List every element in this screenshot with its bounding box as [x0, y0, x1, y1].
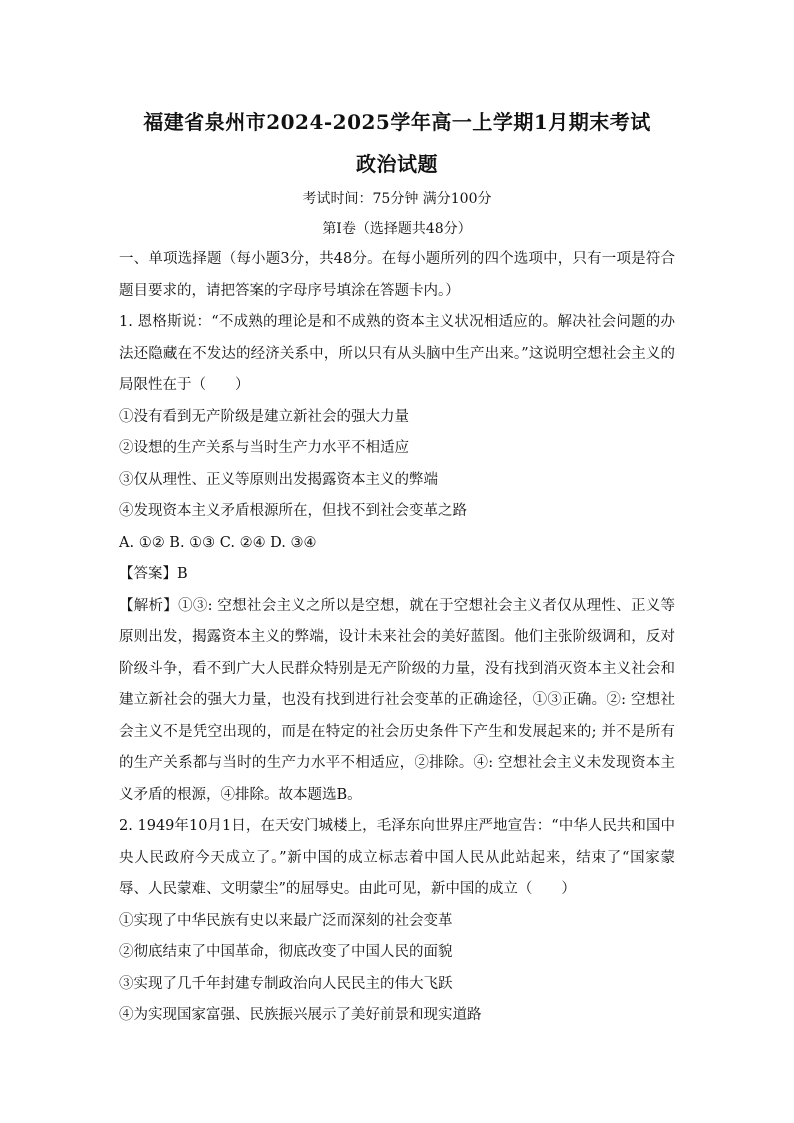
question-1-option-3: ③仅从理性、正义等原则出发揭露资本主义的弊端 [119, 471, 438, 488]
question-2-option-4: ④为实现国家富强、民族振兴展示了美好前景和现实道路 [119, 1007, 482, 1023]
question-2-option-1: ①实现了中华民族有史以来最广泛而深刻的社会变革 [119, 912, 453, 929]
question-1-option-1: ①没有看到无产阶级是建立新社会的强大力量 [119, 408, 409, 425]
question-1-answer: 【答案】B [119, 566, 188, 582]
section-heading: 第Ⅰ卷（选择题共48分） [322, 221, 472, 237]
question-1-option-4: ④发现资本主义矛盾根源所在，但找不到社会变革之路 [119, 503, 467, 519]
document-subtitle: 政治试题 [356, 152, 438, 176]
instructions: 一、单项选择题（每小题3分，共48分。在每小题所列的四个选项中，只有一项是符合题目要求的，请把答案的字母序号填涂在答题卡内。） [119, 251, 675, 299]
question-2-stem: 2. 1949年10月1日，在天安门城楼上，毛泽东向世界庄严地宣告：“中华人民共和国中央人民政府今天成立了。”新中国的成立标志着中国人民从此站起来，结束了“国家蒙辱、人民蒙难、文明蒙尘”的屈辱史。由此可见，新中国的成立（ ） [119, 818, 675, 897]
question-2-option-3: ③实现了几千年封建专制政治向人民民主的伟大飞跃 [119, 975, 453, 992]
question-1-stem: 1. 恩格斯说：“不成熟的理论是和不成熟的资本主义状况相适应的。解决社会问题的办法还隐藏在不发达的经济关系中，所以只有从头脑中生产出来。”这说明空想社会主义的局限性在于（ ） [119, 314, 675, 393]
question-1-option-2: ②设想的生产关系与当时生产力水平不相适应 [119, 440, 409, 456]
document-body [119, 244, 675, 1032]
exam-info: 考试时间：75分钟 满分100分 [302, 191, 492, 207]
question-1-analysis: 【解析】①③: 空想社会主义之所以是空想，就在于空想社会主义者仅从理性、正义等原则出发，揭露资本主义的弊端，设计未来社会的美好蓝图。他们主张阶级调和，反对阶级斗争，看不到广大人民群众特别是无产阶级的力量，没有找到消灭资本主义社会和建立新社会的强大力量，也没有找到进行社会变革的正确途径，①③正确。②: 空想社会主义不是凭空出现的，而是在特定的社会历史条件下产生和发展起来的; 并不是所有的生产关系都与当时的生产力水平不相适应，②排除。④: 空想社会主义未发现资本主义矛盾的根源，④排除。故本题选B。 [119, 597, 675, 803]
question-1-choices: A. ①② B. ①③ C. ②④ D. ③④ [119, 534, 317, 551]
document-title: 福建省泉州市2024-2025学年高一上学期1月期末考试 [143, 110, 651, 134]
question-2-option-2: ②彻底结束了中国革命，彻底改变了中国人民的面貌 [119, 944, 453, 960]
